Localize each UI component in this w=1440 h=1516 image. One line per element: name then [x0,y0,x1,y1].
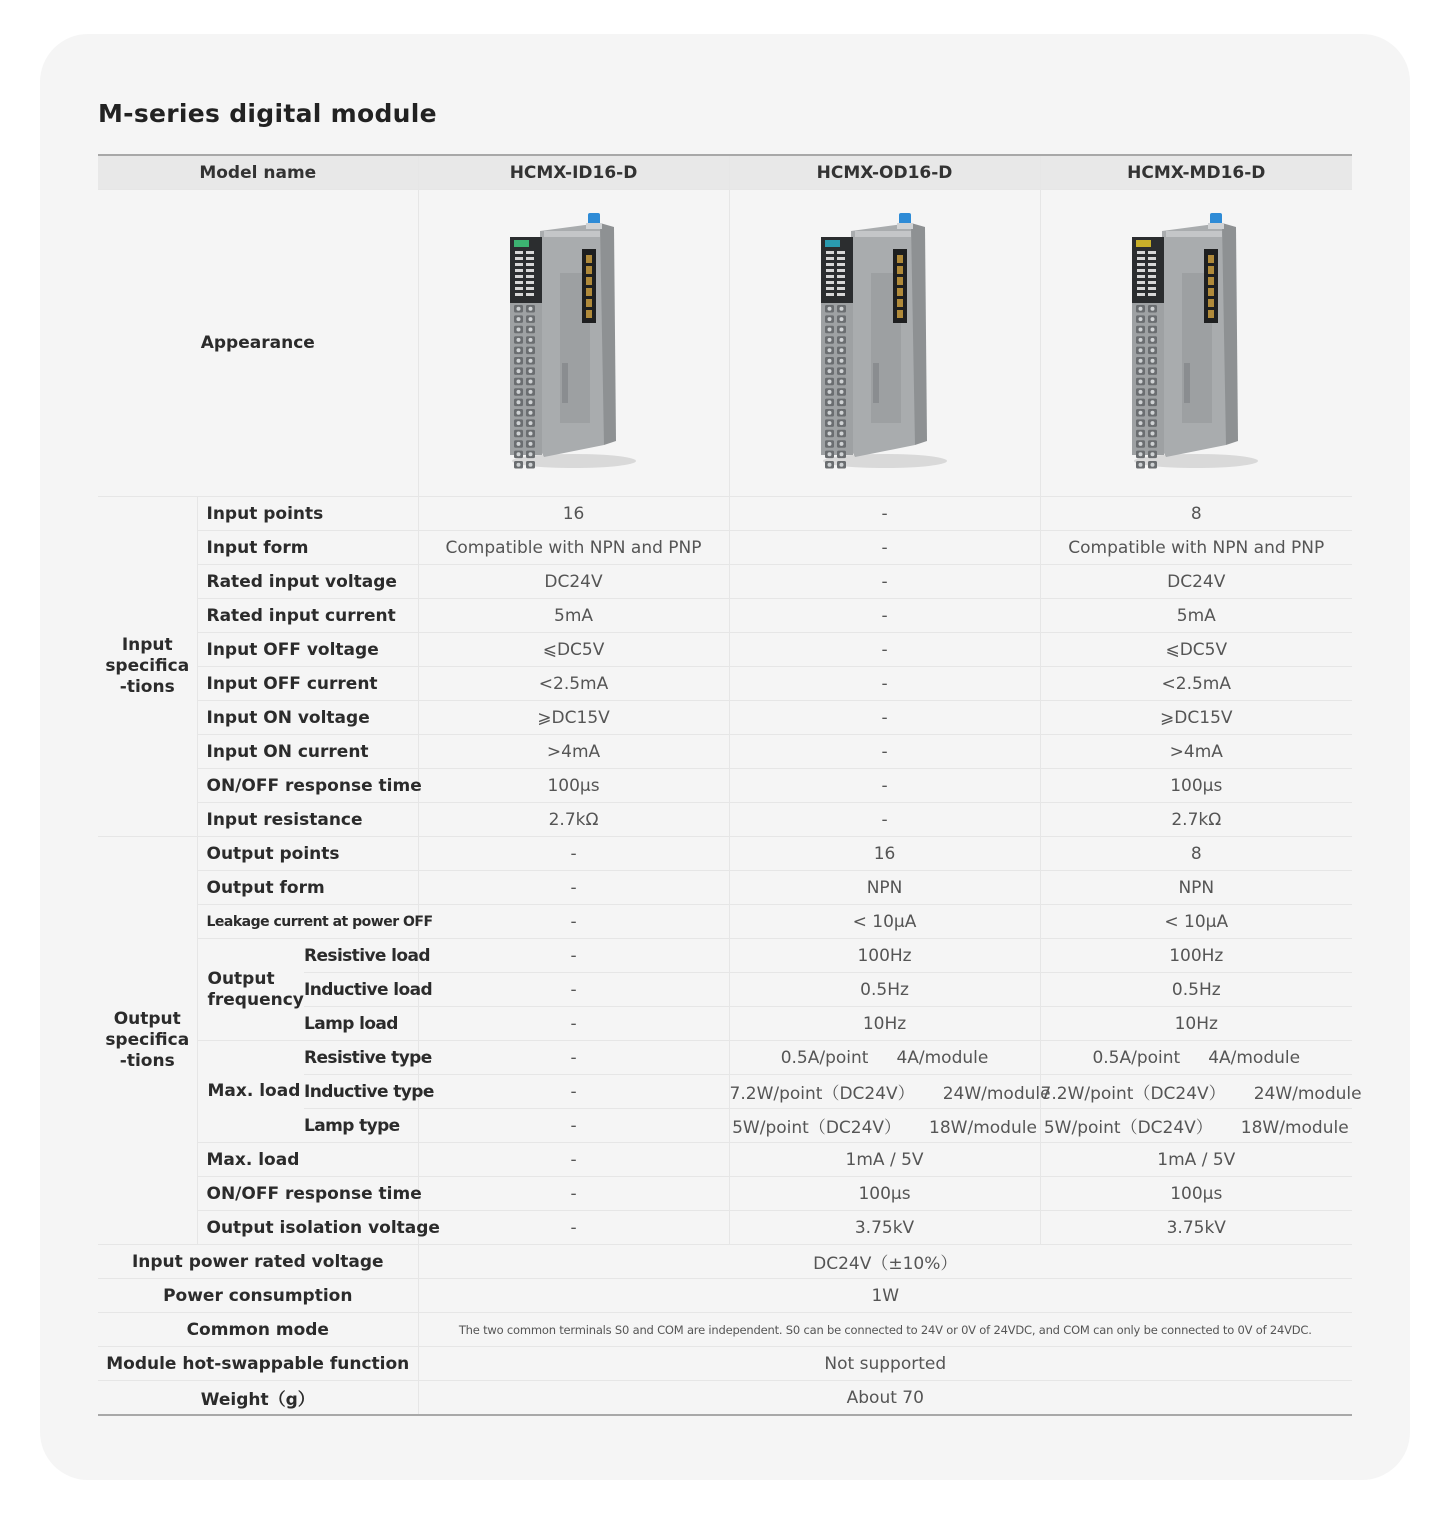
cell-value: 8 [1040,497,1352,531]
max-load-row-resistive-type [98,1041,1352,1075]
cell-value: - [729,497,1040,531]
input-row-on-off-response-time [98,769,1352,803]
input-group-label: Input specifica -tions [98,497,197,837]
output-row-max-load [98,1143,1352,1177]
row-label: Input resistance [197,803,418,837]
cell-value: - [418,837,729,871]
cell-value: ⩽DC5V [1040,633,1352,667]
cell-value: 7.2W/point（DC24V） 24W/module [729,1075,1040,1109]
cell-value: - [729,667,1040,701]
module-illustration [815,213,955,473]
model-header-id16: HCMX-ID16-D [418,155,729,190]
cell-value: 2.7kΩ [418,803,729,837]
cell-value: 0.5Hz [729,973,1040,1007]
cell-value: <2.5mA [1040,667,1352,701]
cell-value: - [729,599,1040,633]
model-header-od16: HCMX-OD16-D [729,155,1040,190]
cell-value: - [418,1041,729,1075]
row-label: Weight（g） [98,1381,418,1416]
output-row-output-isolation-voltage [98,1211,1352,1245]
row-label: Input OFF voltage [197,633,418,667]
cell-value: 7.2W/point（DC24V） 24W/module [1040,1075,1352,1109]
row-label: Input form [197,531,418,565]
row-label: Power consumption [98,1279,418,1313]
row-label: Output isolation voltage [197,1211,418,1245]
input-row-input-resistance [98,803,1352,837]
row-label: Max. load [197,1143,418,1177]
cell-value: 0.5A/point 4A/module [729,1041,1040,1075]
cell-value: 2.7kΩ [1040,803,1352,837]
common-row-module-hot-swappable-function [98,1347,1352,1381]
cell-value: - [729,565,1040,599]
output-row-leakage-current-at-power-off [98,905,1352,939]
cell-value: ⩾DC15V [1040,701,1352,735]
cell-value: 10Hz [1040,1007,1352,1041]
common-row-power-consumption [98,1279,1352,1313]
cell-value: < 10μA [1040,905,1352,939]
output-row-on-off-response-time [98,1177,1352,1211]
output-row-output-points [98,837,1352,871]
cell-value: 0.5Hz [1040,973,1352,1007]
row-label: ON/OFF response time [197,769,418,803]
cell-value: 5W/point（DC24V） 18W/module [1040,1109,1352,1143]
sub-label: Inductive load [304,973,418,1007]
module-illustration [1126,213,1266,473]
row-label: ON/OFF response time [197,1177,418,1211]
input-row-input-off-voltage [98,633,1352,667]
row-label: Module hot-swappable function [98,1347,418,1381]
cell-value: >4mA [418,735,729,769]
cell-value: - [418,973,729,1007]
cell-value: NPN [1040,871,1352,905]
cell-value: - [729,633,1040,667]
sub-label: Lamp type [304,1109,418,1143]
row-label: Leakage current at power OFF [197,905,418,939]
cell-value: - [418,1211,729,1245]
row-label: Input power rated voltage [98,1245,418,1279]
cell-value: 100μs [418,769,729,803]
cell-value: - [418,939,729,973]
input-row-input-form [98,531,1352,565]
cell-value: NPN [729,871,1040,905]
cell-value: Compatible with NPN and PNP [1040,531,1352,565]
model-name-header: Model name [98,155,418,190]
cell-value: Compatible with NPN and PNP [418,531,729,565]
input-row-rated-input-current [98,599,1352,633]
cell-value: ⩾DC15V [418,701,729,735]
cell-value: <2.5mA [418,667,729,701]
cell-value: 100μs [1040,1177,1352,1211]
common-row-common-mode [98,1313,1352,1347]
cell-value: 1W [418,1279,1352,1313]
max-load-label: Max. load [197,1041,304,1143]
cell-value: < 10μA [729,905,1040,939]
header-row [98,155,1352,190]
cell-value: - [418,905,729,939]
cell-value: 1mA / 5V [1040,1143,1352,1177]
sub-label: Inductive type [304,1075,418,1109]
appearance-row [98,190,1352,497]
module-image-id16 [418,190,729,497]
cell-value: 1mA / 5V [729,1143,1040,1177]
cell-value: - [729,531,1040,565]
spec-table [98,154,1362,1416]
cell-value: >4mA [1040,735,1352,769]
module-illustration [504,213,644,473]
cell-value: 100μs [1040,769,1352,803]
cell-value: 0.5A/point 4A/module [1040,1041,1352,1075]
input-row-input-on-current [98,735,1352,769]
output-row-output-form [98,871,1352,905]
output-group-label: Output specifica -tions [98,837,197,1245]
appearance-label: Appearance [98,190,418,497]
common-row-input-power-rated-voltage [98,1245,1352,1279]
cell-value: 5mA [1040,599,1352,633]
module-image-md16 [1040,190,1352,497]
cell-value: 100Hz [729,939,1040,973]
output-frequency-row-resistive-load [98,939,1352,973]
cell-value: - [418,1109,729,1143]
sub-label: Resistive type [304,1041,418,1075]
cell-value: DC24V（±10%） [418,1245,1352,1279]
input-row-input-points [98,497,1352,531]
cell-value: - [729,803,1040,837]
input-row-input-off-current [98,667,1352,701]
cell-value: - [418,1075,729,1109]
row-label: Rated input current [197,599,418,633]
cell-value: - [418,871,729,905]
row-label: Common mode [98,1313,418,1347]
input-row-rated-input-voltage [98,565,1352,599]
cell-value: - [418,1007,729,1041]
cell-value: - [418,1143,729,1177]
row-label: Input ON voltage [197,701,418,735]
row-label: Rated input voltage [197,565,418,599]
sub-label: Resistive load [304,939,418,973]
row-label: Input points [197,497,418,531]
module-image-od16 [729,190,1040,497]
cell-value: About 70 [418,1381,1352,1416]
page-title: M-series digital module [98,99,437,128]
cell-value: 16 [729,837,1040,871]
cell-value: - [418,1177,729,1211]
row-label: Input ON current [197,735,418,769]
cell-value: 3.75kV [729,1211,1040,1245]
cell-value: - [729,735,1040,769]
cell-value: - [729,701,1040,735]
output-frequency-label: Output frequency [197,939,304,1041]
cell-value: - [729,769,1040,803]
row-label: Input OFF current [197,667,418,701]
cell-value: 3.75kV [1040,1211,1352,1245]
cell-value: 8 [1040,837,1352,871]
cell-value: 5mA [418,599,729,633]
common-row-weight-g [98,1381,1352,1416]
row-label: Output form [197,871,418,905]
sub-label: Lamp load [304,1007,418,1041]
cell-value: 5W/point（DC24V） 18W/module [729,1109,1040,1143]
cell-value: 16 [418,497,729,531]
cell-value: ⩽DC5V [418,633,729,667]
cell-value: 10Hz [729,1007,1040,1041]
row-label: Output points [197,837,418,871]
cell-value: Not supported [418,1347,1352,1381]
cell-value: 100μs [729,1177,1040,1211]
input-row-input-on-voltage [98,701,1352,735]
cell-value: DC24V [418,565,729,599]
cell-value: DC24V [1040,565,1352,599]
cell-value: The two common terminals S0 and COM are independent. S0 can be connected to 24V or 0V of 24VDC, and COM can only be connected to 0V of 24VDC. [418,1313,1352,1347]
model-header-md16: HCMX-MD16-D [1040,155,1352,190]
cell-value: 100Hz [1040,939,1352,973]
